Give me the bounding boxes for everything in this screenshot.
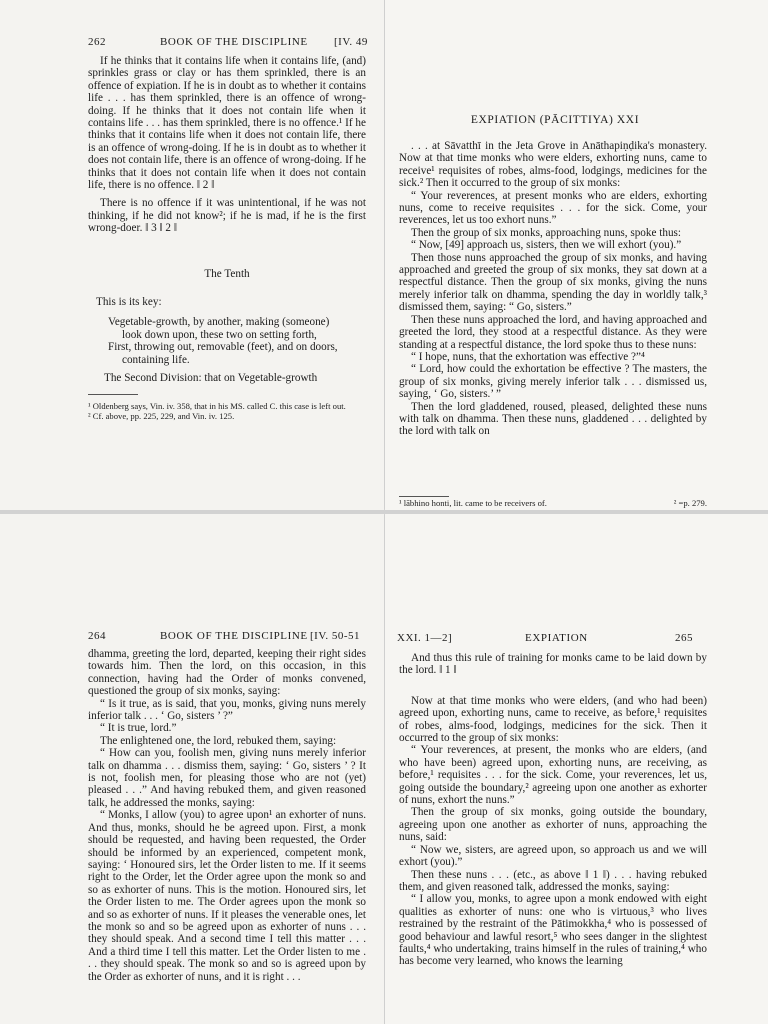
footnotes [88, 402, 366, 421]
body-block [88, 648, 366, 983]
section-ref: [IV. 49 [334, 36, 368, 48]
paragraph: “ I hope, nuns, that the exhortation was effective ?”⁴ [411, 350, 645, 363]
paragraph: And thus this rule of training for monks came to be laid down by the lord. ‖ 1 ‖ [399, 652, 707, 677]
paragraph: “ Now, [49] approach us, sisters, then we will exhort (you).” [411, 239, 682, 252]
paragraph: Then the lord gladdened, roused, pleased, delighted these nuns with talk on dhamma. Then these nuns, gladdened . . . delighted by the lord with talk on [399, 400, 707, 438]
paragraph: “ Your reverences, at present monks who are elders, exhorting nuns, come to receive requisites . . . for the sick. Come, your reverences, let us too exhort nuns.” [399, 189, 707, 227]
paragraph: “ It is true, lord.” [100, 722, 177, 735]
running-title: BOOK OF THE DISCIPLINE [160, 36, 308, 48]
paragraph: “ Now we, sisters, are agreed upon, so approach us and we will exhort (you).” [399, 843, 707, 869]
footnote-rule [88, 394, 138, 395]
paragraph: Then the group of six monks, going outside the boundary, agreeing upon one another as exhorter of nuns, approaching the nuns, said: [399, 806, 707, 844]
footnote: ² Cf. above, pp. 225, 229, and Vin. iv. 125. [88, 410, 235, 421]
page-263 [385, 0, 768, 510]
page-number: 262 [88, 36, 106, 48]
paragraph: There is no offence if it was unintentional, if he was not thinking, if he did not know²; if he is mad, if he is the first wrong-doer. ‖ 3 ‖ 2 ‖ [88, 197, 366, 235]
footnote: ¹ lābhino honti, lit. came to be receivers of. ² =p. 279. [399, 498, 707, 508]
verse-line: look down upon, these two on setting forth, [122, 328, 317, 341]
footnote-rule [399, 496, 449, 497]
paragraph: “ Lord, how could the exhortation be effective ? The masters, the group of six monks, giving merely inferior talk . . . dismissed us, saying, ‘ Go, sisters.’ ” [399, 363, 707, 401]
paragraph: “ Monks, I allow (you) to agree upon¹ an exhorter of nuns. And thus, monks, should he be agreed upon. First, a monk should be requested, and having been requested, the Order should be informed by an experienced, competent monk, saying: ‘ Honoured sirs, let the Order listen to me. If it seems right to the Order, let the Order agree upon the monk so and so as exhorter of nuns. This is the motion. Honoured sirs, let the Order listen to me. The Order agrees upon the monk so and so as exhorter of nuns. If it pleases the venerable ones, let the monk so and so be agreed upon as exhorter of nuns . . . they should speak. And a second time I tell this matter . . . And a third time I tell this matter. Let the Order listen to me . . . they should speak. The monk so and so is agreed upon by the Order as exhorter of nuns, and it is right . . . [88, 809, 366, 983]
paragraph: Now at that time monks who were elders, (and who had been) agreed upon, exhorting nuns, came to receive, as before,¹ requisites of robes, alms-food, lodgings, medicines for the sick. Then it occurred to the group of six monks: [399, 694, 707, 745]
footnotes [399, 499, 707, 509]
page-264 [0, 514, 384, 1024]
page-265 [385, 514, 768, 1024]
verse-line: First, throwing out, removable (feet), and on doors, [108, 341, 338, 354]
paragraph: If he thinks that it contains life when it contains life, (and) sprinkles grass or clay or has them sprinkled, there is an offence of expiation. If he is in doubt as to whether it contains life . . . has them sprinkled, there is an offence of wrong-doing. If he thinks that it does not contain life when it contains life . . . has them sprinkled, there is no offence.¹ If he thinks that it contains life when it does not contain life, there is an offence of wrong-doing. If he is in doubt as to whether it does not contain life, there is an offence of wrong-doing. If he thinks that it does not contain life when it does not contain life, there is no offence. ‖ 2 ‖ [88, 55, 366, 192]
division-title: The Second Division: that on Vegetable-growth [104, 372, 318, 384]
page-number: 264 [88, 630, 106, 642]
paragraph: . . . at Sāvatthī in the Jeta Grove in Anāthapiṇḍika's monastery. Now at that time monks who were elders, exhorting nuns, came to receive¹ requisites of robes, alms-food, lodgings, medicines for the sick.² Then it occurred to the group of six monks: [399, 140, 707, 190]
body-block [88, 55, 366, 235]
verse-line: Vegetable-growth, by another, making (someone) [108, 316, 330, 328]
body-block [399, 140, 707, 438]
verse-line: containing life. [122, 353, 190, 366]
running-title: EXPIATION [525, 632, 588, 644]
paragraph: Then those nuns approached the group of six monks, and having approached and greeted the group of six monks, they sat down at a respectful distance. Then the group of six monks, giving the nuns merely inferior talk on dhamma, spending the day in worldly talk,³ dismissed them, saying: “ Go, sisters.” [399, 251, 707, 314]
paragraph: Then these nuns approached the lord, and having approached and greeted the lord, they stood at a respectful distance. As they were standing at a respectful distance, the lord spoke thus to these nuns: [399, 313, 707, 351]
body-block [399, 652, 707, 968]
paragraph: Then the group of six monks, approaching nuns, spoke thus: [411, 226, 682, 239]
paragraph: “ Is it true, as is said, that you, monks, giving nuns merely inferior talk . . . ‘ Go, sisters ’ ?” [88, 697, 366, 723]
running-title: BOOK OF THE DISCIPLINE [160, 630, 308, 642]
page-262 [0, 0, 384, 510]
footnote: ¹ Oldenberg says, Vin. iv. 358, that in his MS. called C. this case is left out. [88, 401, 346, 411]
paragraph: Then these nuns . . . (etc., as above ‖ 1 ‖) . . . having rebuked them, and given reasoned talk, addressed the monks, saying: [399, 868, 707, 893]
page-number: 265 [675, 632, 693, 644]
section-heading: The Tenth [204, 268, 250, 280]
paragraph: The enlightened one, the lord, rebuked them, saying: [100, 734, 337, 747]
paragraph: “ I allow you, monks, to agree upon a monk endowed with eight qualities as exhorter of nuns: one who is virtuous,³ who lives restrained by the restraint of the Pātimokkha,⁴ who is possessed of good behaviour and lawful resort,⁵ who sees danger in the slightest faults,⁴ who undertaking, trains himself in the rules of training,⁴ who has become very learned, who knows the learning [399, 893, 707, 968]
section-ref: XXI. 1—2] [397, 632, 453, 644]
section-ref: [IV. 50-51 [310, 630, 361, 642]
paragraph: dhamma, greeting the lord, departed, keeping their right sides towards him. Then the lord, on this occasion, in this connection, having had the Order of monks convened, questioned the group of six monks, saying: [88, 648, 366, 698]
paragraph: “ How can you, foolish men, giving nuns merely inferior talk on dhamma . . . dismiss them, saying: ‘ Go, sisters ’ ? It is not, foolish men, for pleasing those who are not (yet) pleased . . .” And having rebuked them, and given reasoned talk, he addressed the monks, saying: [88, 747, 366, 809]
key-intro: This is its key: [96, 296, 162, 308]
chapter-heading: EXPIATION (PĀCITTIYA) XXI [470, 114, 640, 126]
paragraph: “ Your reverences, at present, the monks who are elders, (and who have been) agreed upon, exhorting nuns, are receiving, as before,¹ requisites . . . for the sick. Come, your reverences, let us, going outside the boundary,² agreeing upon one another as exhorter of nuns, exhort the nuns.” [399, 744, 707, 807]
verse-block [108, 316, 366, 366]
